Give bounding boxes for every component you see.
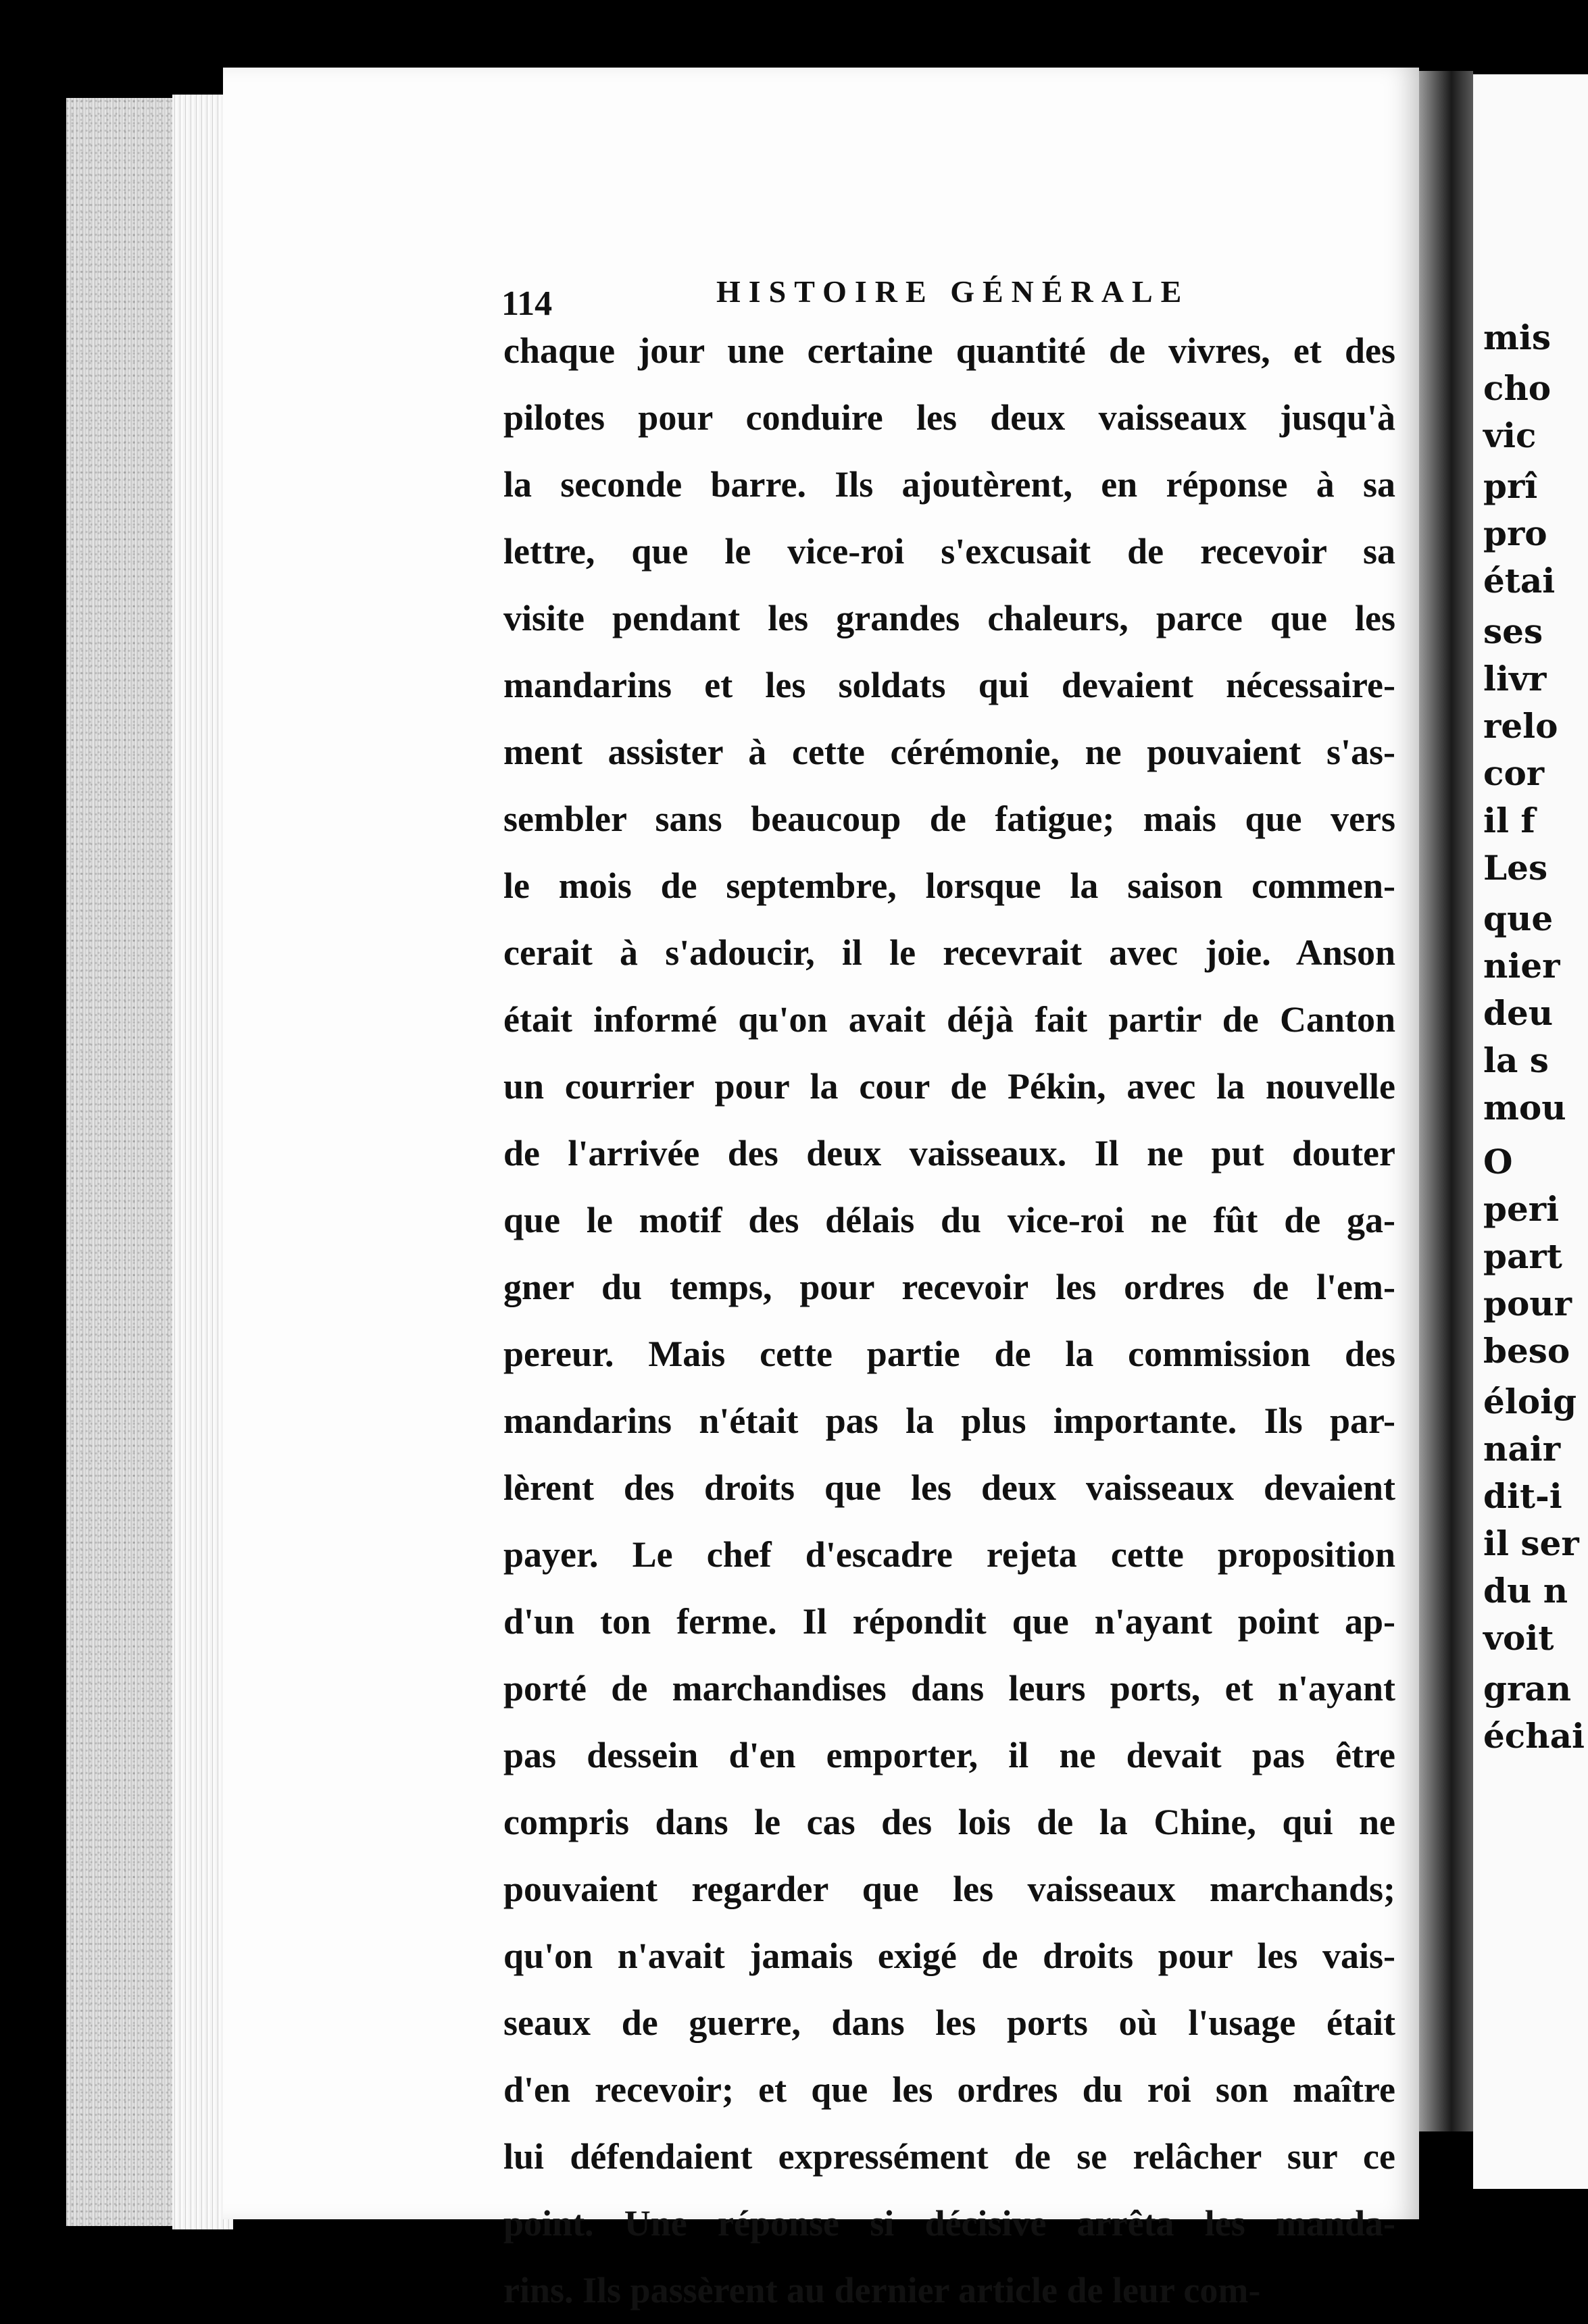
text-line: cerait à s'adoucir, il le recevrait avec joie. Anson bbox=[503, 932, 1395, 973]
body-text bbox=[503, 318, 1395, 2324]
text-line: compris dans le cas des lois de la Chine, qui ne bbox=[503, 1802, 1395, 1842]
text-line: ment assister à cette cérémonie, ne pouvaient s'as- bbox=[503, 732, 1395, 772]
running-title: HISTOIRE GÉNÉRALE bbox=[716, 274, 1190, 309]
text-line: gner du temps, pour recevoir les ordres de l'em- bbox=[503, 1267, 1395, 1307]
facing-text-fragment: du n bbox=[1483, 1571, 1568, 1611]
text-line: pilotes pour conduire les deux vaisseaux jusqu'à bbox=[503, 397, 1395, 438]
text-line: lettre, que le vice-roi s'excusait de recevoir sa bbox=[503, 531, 1395, 572]
facing-text-fragment: il ser bbox=[1483, 1523, 1579, 1563]
facing-text-fragment: ses bbox=[1483, 611, 1543, 651]
text-line: la seconde barre. Ils ajoutèrent, en réponse à sa bbox=[503, 464, 1395, 505]
text-line: pereur. Mais cette partie de la commission des bbox=[503, 1334, 1395, 1374]
text-line: le mois de septembre, lorsque la saison commen- bbox=[503, 865, 1395, 906]
facing-text-fragment: nier bbox=[1483, 946, 1560, 986]
text-line: porté de marchandises dans leurs ports, et n'ayant bbox=[503, 1668, 1395, 1709]
text-line: chaque jour une certaine quantité de vivres, et des bbox=[503, 330, 1395, 371]
facing-text-fragment: étai bbox=[1483, 561, 1556, 601]
facing-text-fragment: dit-i bbox=[1483, 1476, 1562, 1516]
page-number: 114 bbox=[501, 284, 553, 323]
facing-text-fragment: voit bbox=[1483, 1618, 1554, 1658]
text-line: point. Une réponse si décisive arrêta les manda- bbox=[503, 2203, 1395, 2244]
text-line: pouvaient regarder que les vaisseaux marchands; bbox=[503, 1869, 1395, 1909]
text-line: sembler sans beaucoup de fatigue; mais que vers bbox=[503, 799, 1395, 839]
text-line: rins. Ils passèrent au dernier article de leur com- bbox=[503, 2270, 1261, 2310]
facing-text-fragment: peri bbox=[1483, 1189, 1560, 1229]
facing-text-fragment: pro bbox=[1483, 513, 1547, 553]
facing-text-fragment: O bbox=[1483, 1142, 1513, 1182]
facing-text-fragment: part bbox=[1483, 1236, 1562, 1276]
text-line: d'en recevoir; et que les ordres du roi son maître bbox=[503, 2069, 1395, 2110]
facing-text-fragment: vic bbox=[1483, 415, 1537, 455]
text-line: de l'arrivée des deux vaisseaux. Il ne put douter bbox=[503, 1133, 1395, 1173]
text-line: seaux de guerre, dans les ports où l'usage était bbox=[503, 2002, 1395, 2043]
text-line: pas dessein d'en emporter, il ne devait pas être bbox=[503, 1735, 1395, 1775]
text-line: visite pendant les grandes chaleurs, parce que les bbox=[503, 598, 1395, 638]
text-line: mandarins n'était pas la plus importante. Ils par- bbox=[503, 1400, 1395, 1441]
text-line: était informé qu'on avait déjà fait partir de Canton bbox=[503, 999, 1395, 1040]
facing-text-fragment: cor bbox=[1483, 753, 1545, 793]
facing-text-fragment: mis bbox=[1483, 318, 1552, 357]
facing-text-fragment: deu bbox=[1483, 993, 1554, 1033]
text-line: que le motif des délais du vice-roi ne fût de ga- bbox=[503, 1200, 1395, 1240]
facing-text-fragment: livr bbox=[1483, 659, 1547, 699]
book-gutter bbox=[1419, 71, 1473, 2131]
text-line: mandarins et les soldats qui devaient nécessaire- bbox=[503, 665, 1395, 705]
facing-text-fragment: beso bbox=[1483, 1331, 1570, 1371]
facing-text-fragment: relo bbox=[1483, 706, 1558, 746]
facing-text-fragment: échai bbox=[1483, 1716, 1585, 1756]
text-line: qu'on n'avait jamais exigé de droits pour les vais- bbox=[503, 1936, 1395, 1976]
facing-text-fragment: que bbox=[1483, 899, 1554, 938]
facing-text-fragment: la s bbox=[1483, 1040, 1549, 1080]
text-line: lui défendaient expressément de se relâcher sur ce bbox=[503, 2136, 1395, 2177]
facing-text-fragment: il f bbox=[1483, 801, 1535, 840]
facing-text-fragment: pour bbox=[1483, 1284, 1572, 1323]
text-line: lèrent des droits que les deux vaisseaux devaient bbox=[503, 1467, 1395, 1508]
facing-text-fragment: prî bbox=[1483, 466, 1538, 506]
facing-text-fragment: nair bbox=[1483, 1429, 1561, 1469]
facing-text-fragment: mou bbox=[1483, 1088, 1566, 1128]
facing-text-fragment: éloig bbox=[1483, 1382, 1577, 1421]
text-line: payer. Le chef d'escadre rejeta cette proposition bbox=[503, 1534, 1395, 1575]
text-line: d'un ton ferme. Il répondit que n'ayant point ap- bbox=[503, 1601, 1395, 1642]
facing-text-fragment: gran bbox=[1483, 1669, 1572, 1709]
facing-text-fragment: Les bbox=[1483, 848, 1548, 888]
text-line: un courrier pour la cour de Pékin, avec la nouvelle bbox=[503, 1066, 1395, 1107]
facing-text-fragment: cho bbox=[1483, 368, 1552, 408]
